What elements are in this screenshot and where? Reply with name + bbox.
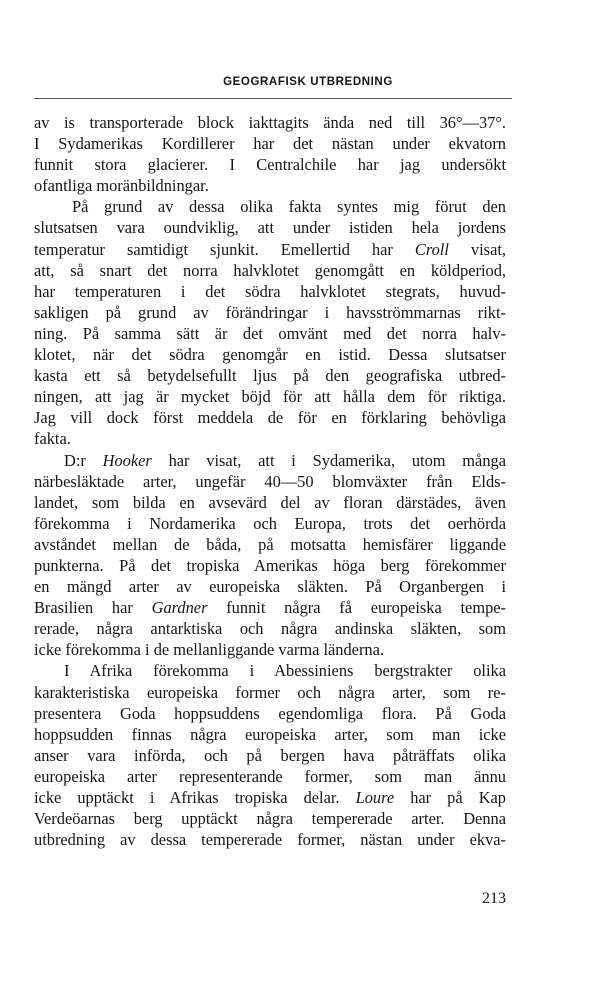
italic-name: Hooker	[102, 450, 152, 470]
text-line: punkterna. På det tropiska Amerikas höga berg förekommer	[34, 555, 506, 575]
text-line: närbesläktade arter, ungefär 40—50 blomväxter från Elds-	[34, 471, 506, 491]
text-line: Jag vill dock först meddela de för en förklaring behövliga	[34, 408, 506, 428]
text-line: Brasilien har Gardner funnit några få europeiska tempe-	[34, 598, 506, 618]
text-line: I Afrika förekomma i Abessiniens bergstrakter olika	[64, 661, 506, 681]
text-line: D:r Hooker har visat, att i Sydamerika, utom många	[64, 450, 506, 470]
text-line: I Sydamerikas Kordillerer har det nästan under ekvatorn	[34, 134, 506, 154]
text-line: utbredning av dessa tempererade former, nästan under ekva-	[34, 830, 506, 850]
text-line: förekomma i Nordamerika och Europa, trots det oerhörda	[34, 513, 506, 533]
body-text	[34, 112, 506, 850]
text-line: karakteristiska europeiska former och några arter, som re-	[34, 682, 506, 702]
text-line: avståndet mellan de båda, på motsatta hemisfärer liggande	[34, 534, 506, 554]
text-line: av is transporterade block iakttagits ända ned till 36°—37°.	[34, 113, 506, 132]
text-line: funnit stora glacierer. I Centralchile har jag undersökt	[34, 155, 506, 175]
text-line: har temperaturen i det södra halvklotet stegrats, huvud-	[34, 281, 506, 301]
text-line: anser vara införda, och på bergen hava påträffats olika	[34, 745, 506, 765]
text-line: icke förekomma i de mellanliggande varma länderna.	[34, 640, 384, 660]
italic-name: Gardner	[151, 598, 208, 618]
text-line: kasta ett så betydelsefullt ljus på den geografiska utbred-	[34, 366, 506, 386]
text-line: ning. På samma sätt är det omvänt med det norra halv-	[34, 323, 506, 343]
text-line: landet, som bilda en avsevärd del av floran därstädes, även	[34, 492, 506, 512]
text-line: hoppsudden finnas några europeiska arter, som man icke	[34, 724, 506, 744]
header-rule	[34, 98, 512, 99]
text-line: att, så snart det norra halvklotet genomgått en köldperiod,	[34, 260, 506, 280]
text-line: slutsatsen vara oundviklig, att under istiden hela jordens	[34, 218, 506, 238]
italic-name: Loure	[355, 788, 395, 807]
text-line: en mängd arter av europeiska släkten. På Organbergen i	[34, 577, 506, 597]
text-line: ningen, att jag är mycket böjd för att hålla dem för riktiga.	[34, 387, 506, 407]
text-line: klotet, när det södra genomgår en istid. Dessa slutsatser	[34, 345, 506, 365]
text-line: På grund av dessa olika fakta syntes mig förut den	[72, 197, 506, 217]
page-number: 213	[482, 890, 506, 907]
text-line: presentera Goda hoppsuddens egendomliga flora. På Goda	[34, 703, 506, 723]
text-line: europeiska arter representerande former, som man ännu	[34, 766, 506, 786]
text-line: ofantliga moränbildningar.	[34, 176, 209, 196]
italic-name: Croll	[414, 239, 449, 259]
text-line: icke upptäckt i Afrikas tropiska delar. Loure har på Kap	[34, 788, 507, 807]
text-line: Verdeöarnas berg upptäckt några tempererade arter. Denna	[34, 809, 506, 829]
text-line: sakligen på grund av förändringar i havsströmmarnas rikt-	[34, 302, 506, 322]
text-line: rerade, några antarktiska och några andinska släkten, som	[34, 619, 506, 639]
text-line: fakta.	[34, 429, 71, 449]
running-header: GEOGRAFISK UTBREDNING	[223, 76, 393, 88]
text-line: temperatur samtidigt sjunkit. Emellertid har Croll visat,	[34, 239, 506, 259]
